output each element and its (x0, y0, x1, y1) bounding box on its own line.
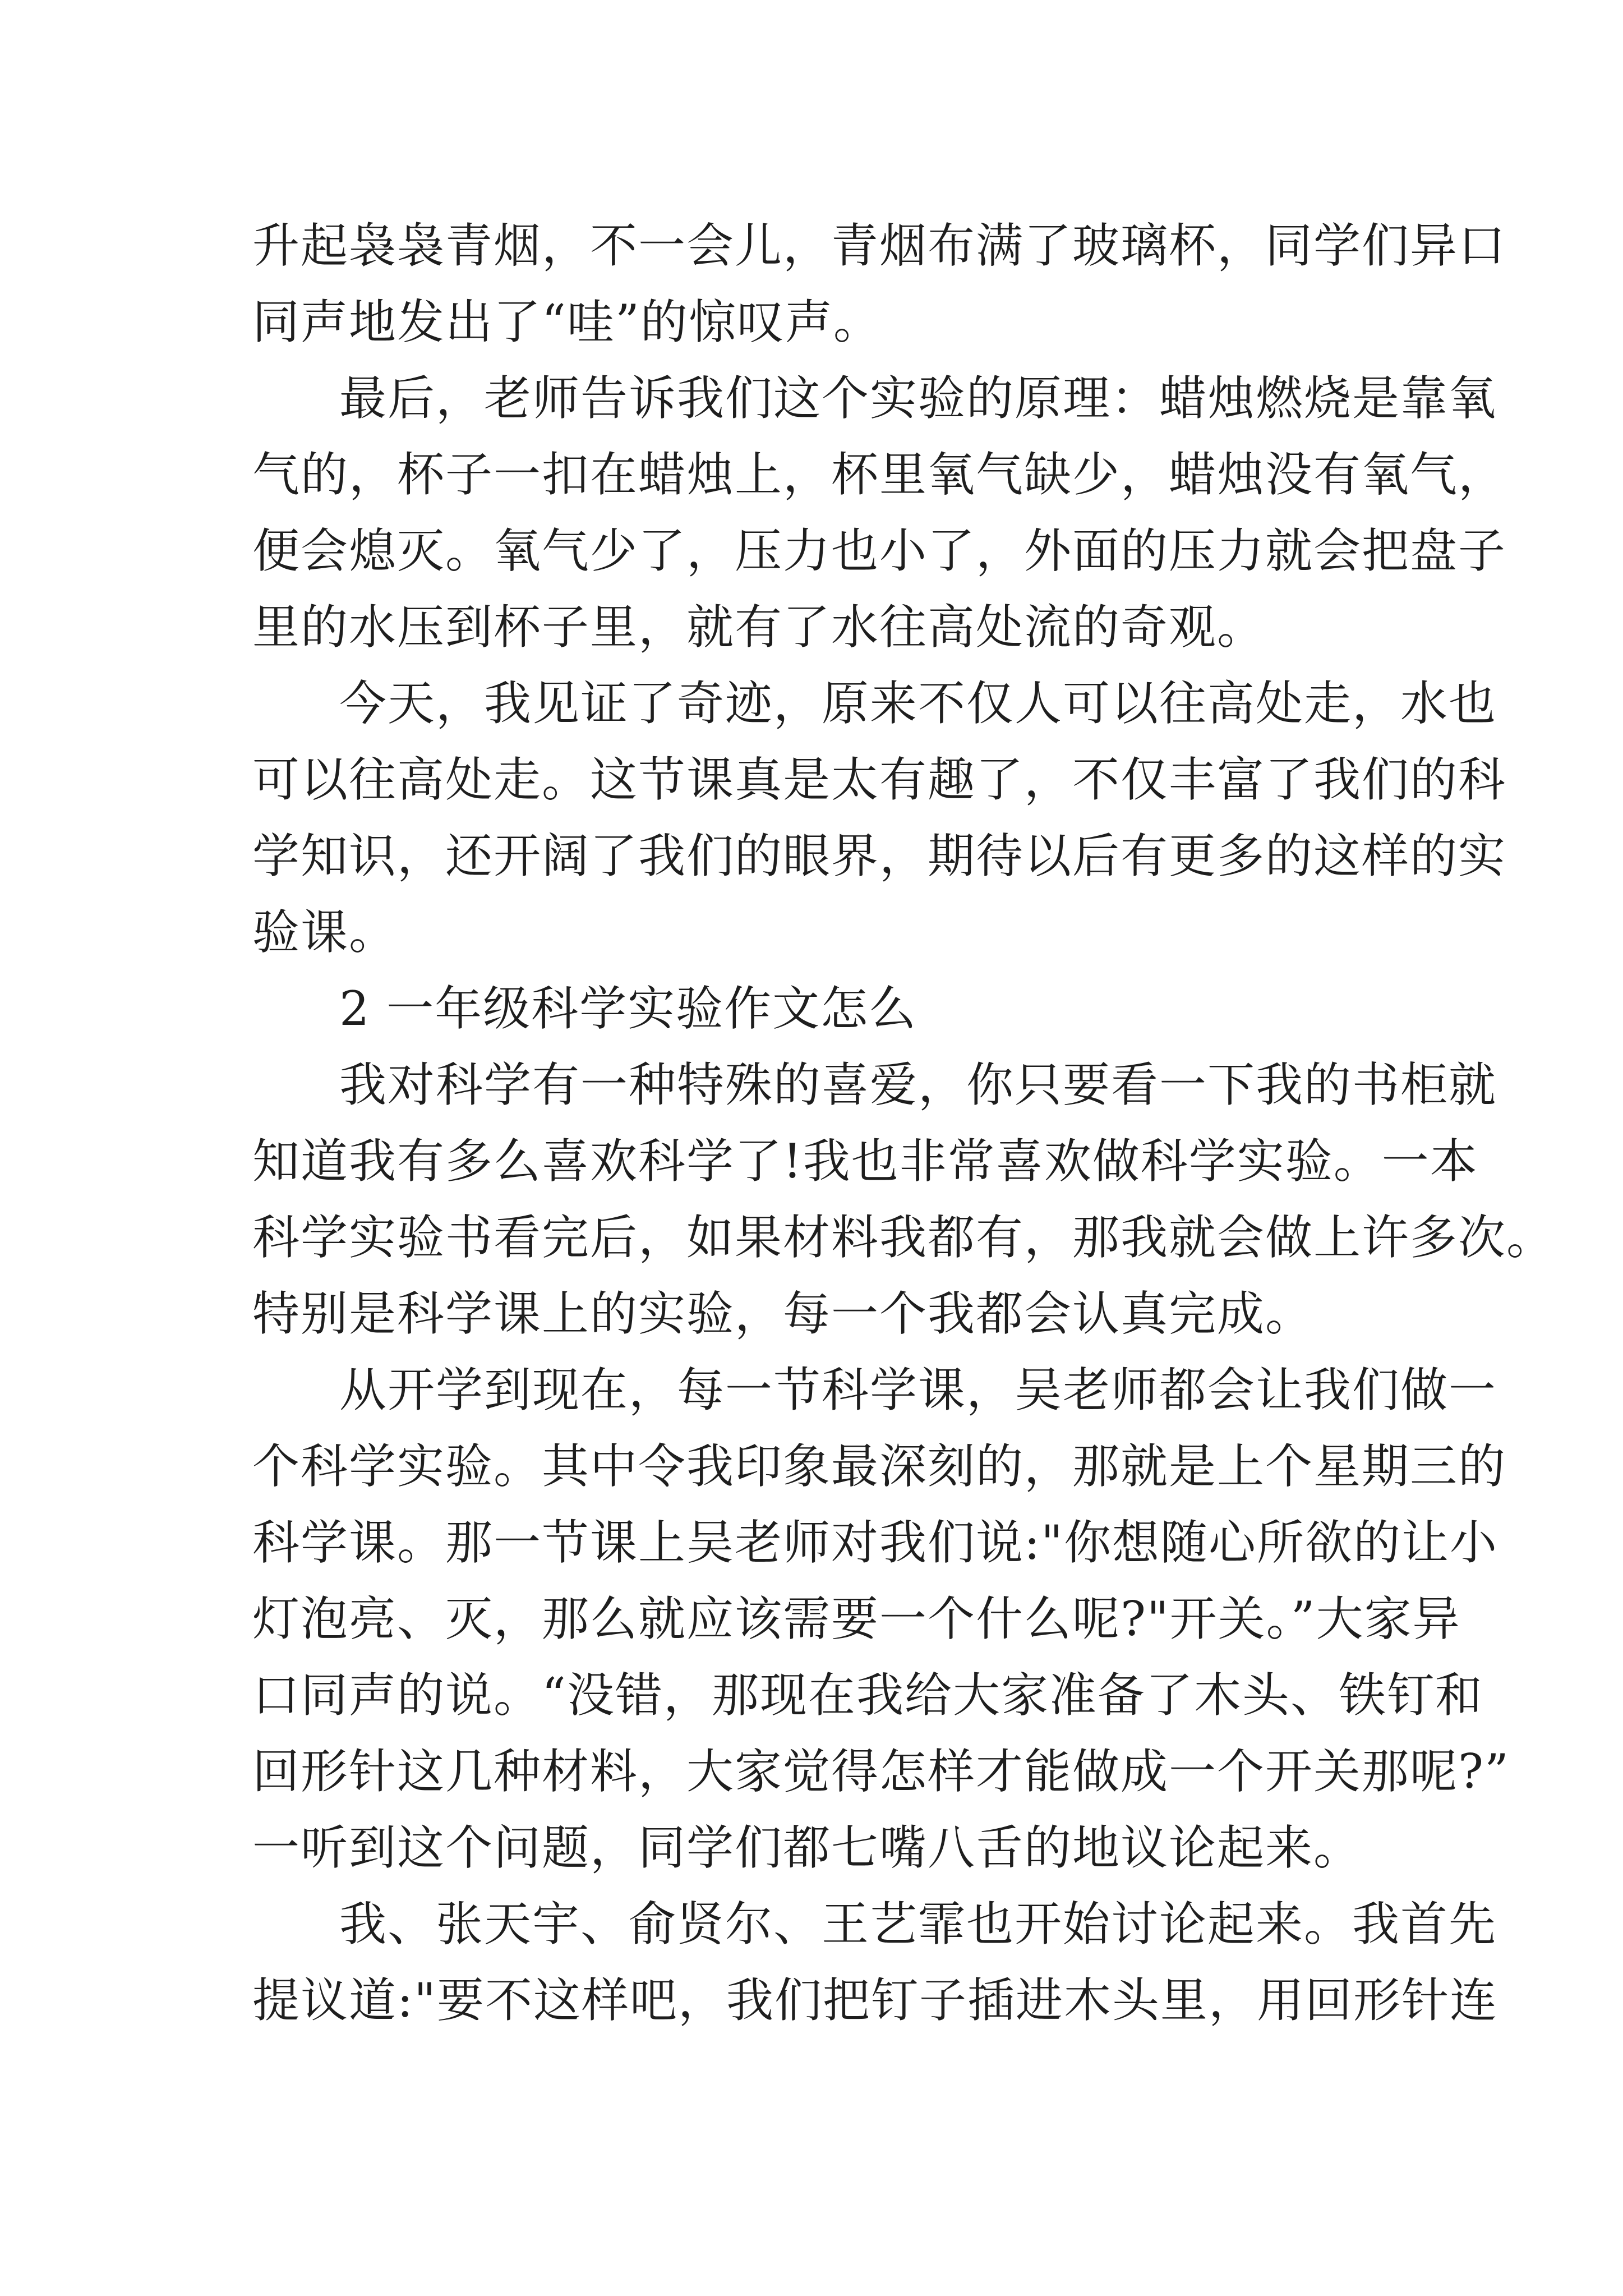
text-line: 我、张天宇、俞贤尔、王艺霏也开始讨论起来。我首先 (339, 1897, 1497, 1952)
text-line: 一听到这个问题，同学们都七嘴八舌的地议论起来。 (252, 1820, 1362, 1875)
text-line: 气的，杯子一扣在蜡烛上，杯里氧气缺少，蜡烛没有氧气， (252, 447, 1507, 502)
text-line: 里的水压到杯子里，就有了水往高处流的奇观。 (252, 600, 1266, 655)
text-line: 个科学实验。其中令我印象最深刻的，那就是上个星期三的 (252, 1439, 1507, 1494)
text-line: 今天，我见证了奇迹，原来不仅人可以往高处走，水也 (339, 676, 1497, 731)
text-line: 口同声的说。“没错，那现在我给大家准备了木头、铁钉和 (252, 1668, 1483, 1723)
text-line: 学知识，还开阔了我们的眼界，期待以后有更多的这样的实 (252, 829, 1507, 884)
text-line: 提议道:"要不这样吧，我们把钉子插进木头里，用回形针连 (252, 1973, 1498, 2028)
document-body (252, 208, 1555, 2039)
text-line: 回形针这几种材料，大家觉得怎样才能做成一个开关那呢?” (252, 1744, 1510, 1799)
text-line: 科学实验书看完后，如果材料我都有，那我就会做上许多次。 (252, 1210, 1555, 1265)
text-line: 灯泡亮、灭，那么就应该需要一个什么呢?"开关。”大家异 (252, 1591, 1461, 1646)
text-line: 科学课。那一节课上吴老师对我们说:"你想随心所欲的让小 (252, 1515, 1498, 1570)
text-line: 从开学到现在，每一节科学课，吴老师都会让我们做一 (339, 1363, 1497, 1418)
text-line: 知道我有多么喜欢科学了!我也非常喜欢做科学实验。一本 (252, 1134, 1478, 1189)
text-line: 可以往高处走。这节课真是太有趣了，不仅丰富了我们的科 (252, 752, 1507, 807)
text-line: 2 一年级科学实验作文怎么 (339, 981, 917, 1036)
text-line: 我对科学有一种特殊的喜爱，你只要看一下我的书柜就 (339, 1057, 1497, 1112)
text-line: 验课。 (252, 905, 398, 960)
text-line: 同声地发出了“哇”的惊叹声。 (252, 295, 882, 349)
text-line: 升起袅袅青烟，不一会儿，青烟布满了玻璃杯，同学们异口 (252, 218, 1507, 273)
text-line: 特别是科学课上的实验，每一个我都会认真完成。 (252, 1286, 1314, 1341)
text-line: 最后，老师告诉我们这个实验的原理：蜡烛燃烧是靠氧 (339, 371, 1497, 426)
text-line: 便会熄灭。氧气少了，压力也小了，外面的压力就会把盘子 (252, 523, 1507, 578)
